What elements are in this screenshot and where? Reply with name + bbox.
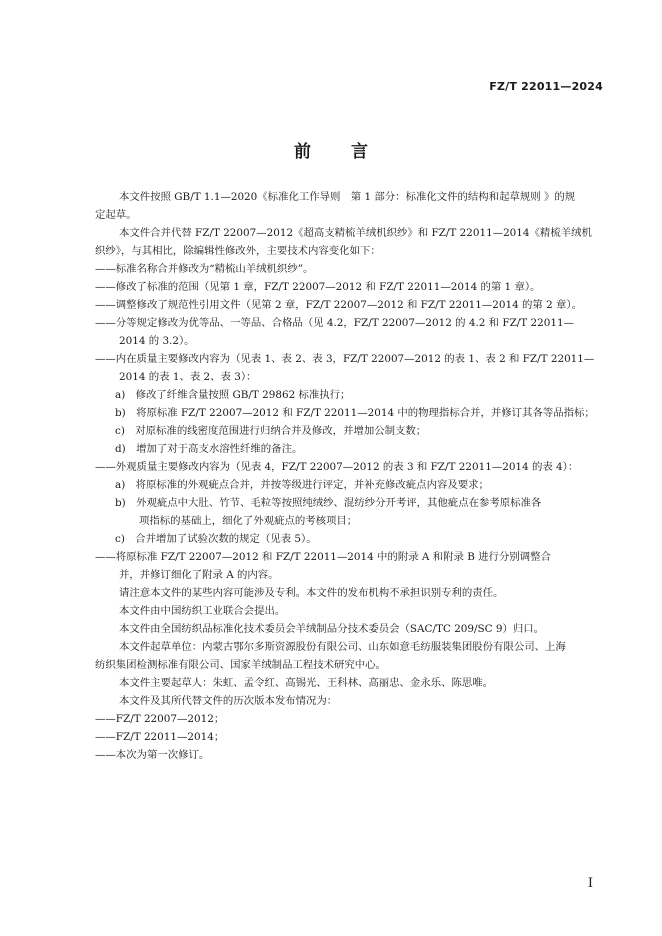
paragraph-patent: 请注意本文件的某些内容可能涉及专利。本文件的发布机构不承担识别专利的责任。 xyxy=(119,587,504,599)
text-line: 并，并修订细化了附录 A 的内容。 xyxy=(119,569,279,581)
paragraph-proposer: 本文件由中国纺织工业联合会提出。 xyxy=(119,605,286,617)
change-item xyxy=(95,314,603,350)
paragraph-drafters: 本文件主要起草人：朱虹、孟令红、高锡光、王科林、高丽忠、金永乐、陈思唯。 xyxy=(119,677,494,689)
text-line: 2014 的表 1、表 2、表 3）： xyxy=(119,371,257,383)
standard-code: FZ/T 22011—2024 xyxy=(489,80,603,93)
text-line: ——内在质量主要修改内容为（见表 1、表 2、表 3，FZ/T 22007—2012 的表 1、表 2 和 FZ/T 22011— xyxy=(95,353,595,365)
sub-item: d) 增加了对于高支水溶性纤维的备注。 xyxy=(115,443,303,455)
sub-item: a) 将原标准的外观疵点合并，并按等级进行评定，并补充修改疵点内容及要求； xyxy=(115,479,489,491)
foreword-body xyxy=(95,188,603,764)
text-line: b) 外观疵点中大肚、竹节、毛粒等按照纯绒纱、混纺纱分开考评，其他疵点在参考原标准各 xyxy=(115,497,542,509)
text-line: 纺织集团检测标准有限公司、国家羊绒制品工程技术研究中心。 xyxy=(95,659,386,671)
change-list xyxy=(95,260,603,584)
change-item xyxy=(95,548,603,584)
change-item: ——调整修改了规范性引用文件（见第 2 章，FZ/T 22007—2012 和 FZ/T 22011—2014 的第 2 章）。 xyxy=(95,299,583,311)
text-line: ——将原标准 FZ/T 22007—2012 和 FZ/T 22011—2014 中的附录 A 和附录 B 进行分别调整合 xyxy=(95,551,551,563)
history-item: ——FZ/T 22011—2014； xyxy=(95,731,225,743)
text-line: 织纱》，与其相比，除编辑性修改外，主要技术内容变化如下： xyxy=(95,245,381,257)
paragraph-history: 本文件及其所代替文件的历次版本发布情况为： xyxy=(119,695,338,707)
history-item: ——FZ/T 22007—2012； xyxy=(95,713,225,725)
paragraph-replacement xyxy=(95,224,603,260)
text-line: ——分等规定修改为优等品、一等品、合格品（见 4.2，FZ/T 22007—2012 的 4.2 和 FZ/T 22011— xyxy=(95,317,574,329)
page-title xyxy=(0,137,662,162)
text-line: 本文件按照 GB/T 1.1—2020《标准化工作导则 第 1 部分：标准化文件的结构和起草规则 》的规 xyxy=(119,191,576,203)
history-list xyxy=(95,710,603,764)
sub-item: b) 将原标准 FZ/T 22007—2012 和 FZ/T 22011—2014 中的物理指标合并，并修订其各等品指标； xyxy=(115,407,595,419)
paragraph-drafting-rules xyxy=(95,188,603,224)
title-char-1: 前 xyxy=(294,142,311,162)
sub-item xyxy=(95,494,603,530)
sub-item: c) 合并增加了试验次数的规定（见表 5）。 xyxy=(115,533,317,545)
text-line: 2014 的 3.2）。 xyxy=(119,335,195,347)
change-item: ——外观质量主要修改内容为（见表 4，FZ/T 22007—2012 的表 3 和 FZ/T 22011—2014 的表 4）： xyxy=(95,461,579,473)
page-number: I xyxy=(587,876,593,891)
change-item: ——修改了标准的范围（见第 1 章，FZ/T 22007—2012 和 FZ/T 22011—2014 的第 1 章）。 xyxy=(95,281,541,293)
change-item: ——标准名称合并修改为“精梳山羊绒机织纱”。 xyxy=(95,263,314,275)
sub-item: a) 修改了纤维含量按照 GB/T 29862 标准执行； xyxy=(115,389,351,401)
text-line: 定起草。 xyxy=(95,209,137,221)
text-line: 本文件合并代替 FZ/T 22007—2012《超高支精梳羊绒机织纱》和 FZ/T 22011—2014《精梳羊绒机 xyxy=(119,227,592,239)
text-line: 项指标的基础上，细化了外观疵点的考核项目； xyxy=(139,515,358,527)
change-item xyxy=(95,350,603,386)
text-line: 本文件起草单位：内蒙古鄂尔多斯资源股份有限公司、山东如意毛纺服装集团股份有限公司、上海 xyxy=(119,641,566,653)
paragraph-drafting-units xyxy=(95,638,603,674)
paragraph-committee: 本文件由全国纺织品标准化技术委员会羊绒制品分技术委员会（SAC/TC 209/SC 9）归口。 xyxy=(119,623,545,635)
history-item: ——本次为第一次修订。 xyxy=(95,749,210,761)
title-char-2: 言 xyxy=(351,142,368,162)
sub-item: c) 对原标准的线密度范围进行归纳合并及修改，并增加公制支数； xyxy=(115,425,427,437)
